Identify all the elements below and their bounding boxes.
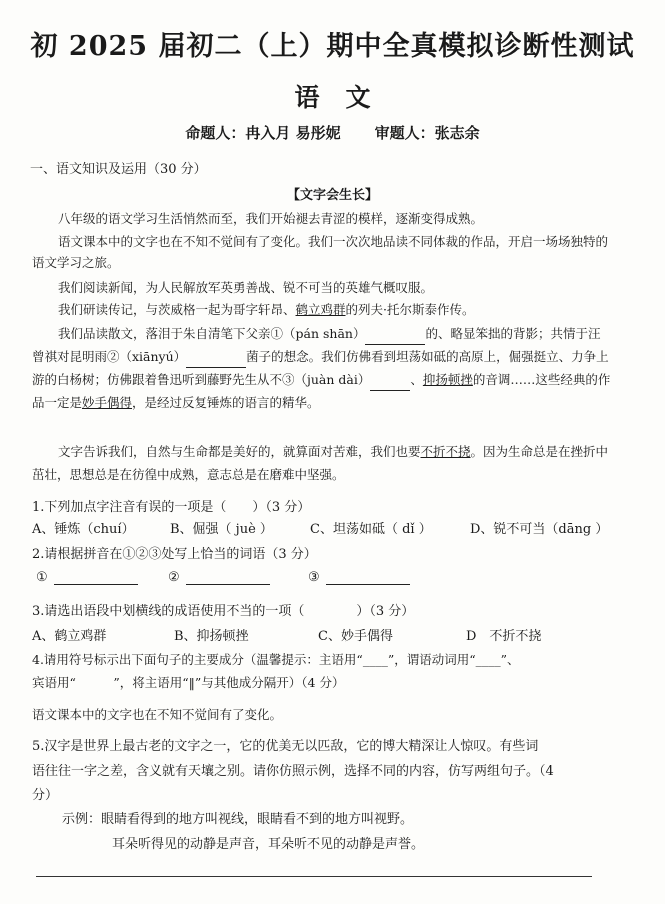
q3-option-d[interactable]: D 不折不挠 — [466, 629, 542, 644]
question-5-line-1: 5.汉字是世界上最古老的文字之一，它的优美无以匹敌，它的博大精深让人惊叹。有些词 — [32, 739, 539, 754]
question-2: 2.请根据拼音在①②③处写上恰当的词语（3 分） — [32, 547, 317, 562]
example-line-1: 示例：眼睛看得到的地方叫视线，眼睛看不到的地方叫视野。 — [62, 812, 414, 827]
question-4-line-2: 宾语用“ ”，将主语用“‖”与其他成分隔开）（4 分） — [32, 675, 345, 690]
authors-line — [0, 122, 665, 143]
q1-option-c[interactable]: C、坦荡如砥（ dǐ ） — [310, 522, 432, 537]
exam-title: 初 2025 届初二（上）期中全真模拟诊断性测试 — [30, 31, 635, 62]
section-subheading: 【文字会生长】 — [286, 188, 378, 203]
paragraph-4: 我们研读传记，与茨威格一起为哥字轩昂、鹤立鸡群的列夫·托尔斯泰作传。 — [58, 302, 475, 317]
idiom-underlined-a: 鹤立鸡群 — [295, 302, 346, 317]
q2-answer-2[interactable]: ② — [168, 570, 270, 585]
q4-sentence[interactable]: 语文课本中的文字也在不知不觉间有了变化。 — [32, 707, 283, 722]
subject-title: 语文 — [294, 83, 397, 112]
question-5-line-2: 语往往一字之差，含义就有天壤之别。请你仿照示例，选择不同的内容，仿写两组句子。（4 — [32, 764, 554, 779]
authors-label: 命题人：冉入月 易彤妮 — [185, 124, 341, 142]
blank-2[interactable] — [186, 353, 246, 368]
section-heading: 一、语文知识及运用（30 分） — [30, 162, 207, 177]
answer-line[interactable] — [36, 876, 592, 877]
paragraph-1: 八年级的语文学习生活悄然而至，我们开始褪去青涩的模样，逐渐变得成熟。 — [58, 211, 484, 226]
example-line-2: 耳朵听得见的动静是声音，耳朵听不见的动静是声誉。 — [112, 837, 425, 852]
idiom-underlined-b: 抑扬顿挫 — [422, 372, 473, 387]
reviewer-label: 审题人：张志余 — [374, 124, 480, 142]
q3-option-c[interactable]: C、妙手偶得 — [318, 629, 393, 644]
q1-option-d[interactable]: D、锐不可当（dāng ） — [470, 522, 609, 537]
question-1: 1.下列加点字注音有误的一项是（ ）（3 分） — [32, 500, 311, 515]
idiom-underlined-c: 妙手偶得 — [82, 395, 133, 410]
paragraph-6: 文字告诉我们，自然与生命都是美好的，就算面对苦难，我们也要不折不挠。因为生命总是在挫折中茁壮，思想总是在彷徨中成熟，意志总是在磨难中坚强。 — [32, 444, 609, 482]
question-3: 3.请选出语段中划横线的成语使用不当的一项（ ）（3 分） — [32, 604, 415, 619]
q1-option-a[interactable]: A、锤炼（chuí） — [32, 522, 135, 537]
paragraph-5: 我们品读散文，落泪于朱自清笔下父亲①（pán shān） 的、略显笨拙的背影；共情于汪曾祺对昆明雨②（xiānyú） 菌子的想念。我们仿佛看到坦荡如砥的高原上，倔强挺立、力争上游的白杨树；仿佛跟着鲁迅听到藤野先生从不③（juàn dài） 、抑扬顿挫的音调……这些经典的作品一定是妙手偶得，是经过反复锤炼的语言的精华。 — [32, 326, 611, 410]
blank-3[interactable] — [370, 376, 410, 391]
question-5-line-3: 分） — [32, 788, 59, 803]
q3-option-a[interactable]: A、鹤立鸡群 — [32, 629, 107, 644]
paragraph-3: 我们阅读新闻，为人民解放军英勇善战、锐不可当的英雄气概叹服。 — [58, 280, 434, 295]
q1-option-b[interactable]: B、倔强（ juè ） — [170, 522, 273, 537]
blank-1[interactable] — [365, 330, 425, 345]
q2-answer-1[interactable]: ① — [36, 570, 138, 585]
q2-answer-3[interactable]: ③ — [308, 570, 410, 585]
idiom-underlined-d: 不折不挠 — [420, 444, 471, 459]
question-4-line-1: 4.请用符号标示出下面句子的主要成分（温馨提示：主语用“____”，谓语动词用“____”、 — [32, 652, 520, 667]
q3-option-b[interactable]: B、抑扬顿挫 — [174, 629, 249, 644]
paragraph-2: 语文课本中的文字也在不知不觉间有了变化。我们一次次地品读不同体裁的作品，开启一场场独特的语文学习之旅。 — [32, 234, 609, 270]
